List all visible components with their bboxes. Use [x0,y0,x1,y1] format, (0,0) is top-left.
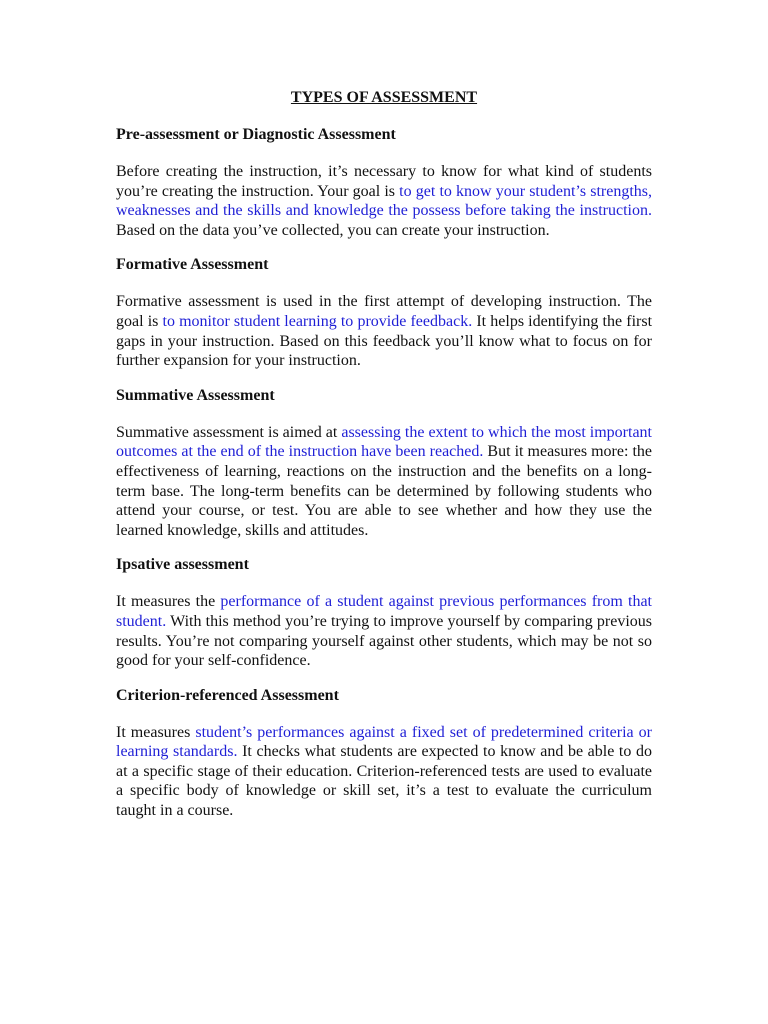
document-page [116,88,652,836]
section-body [116,723,652,821]
section-pre-assessment [116,125,652,240]
section-heading: Formative Assessment [116,256,269,274]
body-text: But it measures more: the effectiveness of learning, reactions on the instruction and the benefits on a long-term base. The long-term benefits can be determined by following students who attend your course, or test. You are able to see whether and how they use the learned knowledge, skills and attitudes. [116,443,653,539]
body-text: It measures the [116,593,221,611]
document-title: TYPES OF ASSESSMENT [290,89,478,106]
section-heading: Criterion-referenced Assessment [116,686,339,704]
body-text: It measures [116,723,196,741]
section-formative-assessment [116,255,652,370]
section-body [116,292,652,370]
body-text: Before creating the instruction, it’s necessary to know for what kind of students you’re creating the instruction. Your goal is [116,163,652,200]
section-criterion-referenced-assessment [116,686,652,821]
highlighted-text: to get to know your student’s strengths, weaknesses and the skills and knowledge the possess before taking the instruction. [116,182,653,220]
body-text: With this method you’re trying to improve yourself by comparing previous results. You’re not comparing yourself against other students, which may be not so good for your self-confidence. [116,612,652,670]
highlighted-text: performance of a student against previous performances from that student. [116,593,652,630]
section-ipsative-assessment [116,555,652,670]
highlighted-text: assessing the extent to which the most important outcomes at the end of the instruction have been reached. [116,423,653,461]
section-heading: Pre-assessment or Diagnostic Assessment [116,126,396,143]
body-text: Formative assessment is used in the first attempt of developing instruction. The goal is [116,293,652,330]
body-text: Summative assessment is aimed at [116,423,342,441]
section-summative-assessment [116,386,652,541]
section-heading: Ipsative assessment [116,556,249,574]
body-text: Based on the data you’ve collected, you can create your instruction. [116,221,550,239]
highlighted-text: to monitor student learning to provide feedback. [162,312,473,330]
section-body [116,423,652,541]
body-text: It helps identifying the first gaps in your instruction. Based on this feedback you’ll know what to focus on for further expansion for your instruction. [116,312,653,370]
section-heading: Summative Assessment [116,386,275,404]
section-body [116,162,652,240]
section-body [116,592,652,670]
body-text: It checks what students are expected to know and be able to do at a specific stage of their education. Criterion-referenced tests are used to evaluate a specific body of knowledge or skill set, it’s a test to evaluate the curriculum taught in a course. [116,743,652,820]
highlighted-text: student’s performances against a fixed set of predetermined criteria or learning standards. [116,723,653,761]
